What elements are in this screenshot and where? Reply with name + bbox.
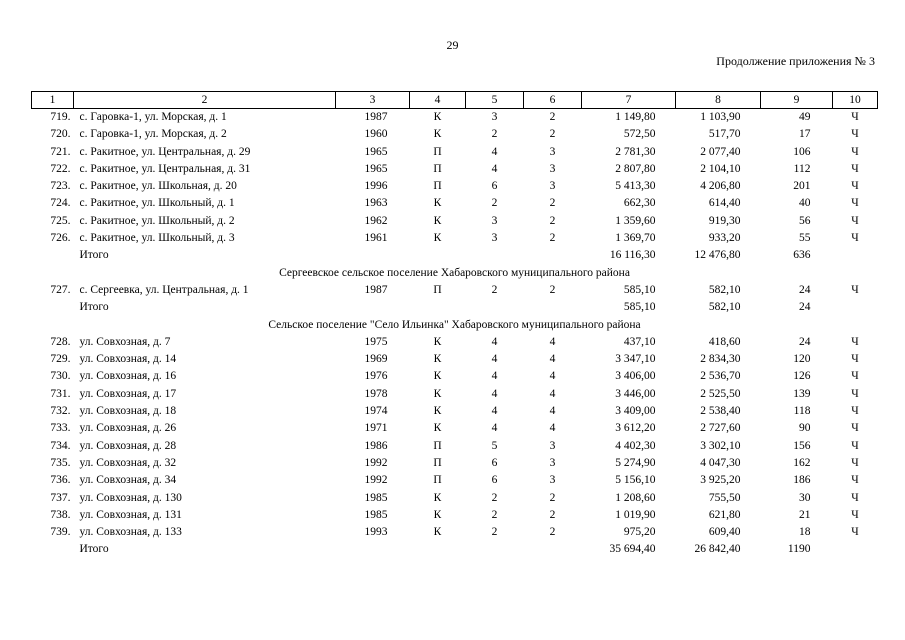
cell-address: с. Ракитное, ул. Школьная, д. 20 bbox=[79, 180, 237, 193]
cell-year: 1993 bbox=[364, 526, 388, 539]
continuation-note: Продолжение приложения № 3 bbox=[716, 54, 875, 68]
cell-year: 1987 bbox=[364, 111, 388, 123]
table-row bbox=[32, 386, 878, 403]
empty-cell bbox=[410, 299, 466, 316]
cell-num: 728. bbox=[50, 335, 71, 348]
section-title: Сельское поселение "Село Ильинка" Хабаровского муниципального района bbox=[268, 318, 641, 331]
cell-material: К bbox=[433, 405, 442, 418]
cell-entrances: 2 bbox=[549, 491, 556, 504]
cell-total-area: 437,10 bbox=[623, 335, 656, 348]
cell-living-area: 2 538,40 bbox=[700, 405, 741, 418]
cell-material: К bbox=[433, 508, 442, 521]
empty-cell bbox=[524, 541, 582, 558]
table-row bbox=[32, 230, 878, 247]
column-header: 5 bbox=[466, 92, 524, 109]
column-header: 6 bbox=[524, 92, 582, 109]
cell-material: П bbox=[433, 145, 442, 158]
cell-residents: 40 bbox=[799, 197, 811, 210]
cell-floors: 4 bbox=[491, 353, 498, 366]
cell-type: Ч bbox=[851, 128, 859, 141]
cell-address: с. Ракитное, ул. Центральная, д. 31 bbox=[79, 162, 251, 175]
section-title: Сергеевское сельское поселение Хабаровского муниципального района bbox=[279, 266, 630, 279]
cell-floors: 2 bbox=[491, 197, 498, 210]
empty-cell bbox=[466, 247, 524, 264]
cell-year: 1965 bbox=[364, 162, 388, 175]
cell-floors: 2 bbox=[491, 526, 498, 539]
cell-entrances: 4 bbox=[549, 405, 556, 418]
cell-living-area: 3 925,20 bbox=[700, 474, 741, 487]
cell-floors: 4 bbox=[491, 370, 498, 383]
cell-num: 720. bbox=[50, 128, 71, 141]
table-row bbox=[32, 490, 878, 507]
table-row bbox=[32, 403, 878, 420]
cell-type: Ч bbox=[851, 145, 859, 158]
table-row bbox=[32, 368, 878, 385]
cell-entrances: 4 bbox=[549, 422, 556, 435]
cell-address: ул. Совхозная, д. 17 bbox=[79, 387, 177, 400]
cell-entrances: 3 bbox=[549, 180, 556, 193]
cell-entrances: 2 bbox=[549, 214, 556, 227]
cell-floors: 2 bbox=[491, 128, 498, 141]
cell-entrances: 2 bbox=[549, 128, 556, 141]
cell-type: Ч bbox=[851, 422, 859, 435]
cell-num: 719. bbox=[50, 111, 71, 123]
cell-residents: 112 bbox=[793, 162, 811, 175]
empty-cell bbox=[833, 541, 878, 558]
cell-living-area: 2 525,50 bbox=[700, 387, 741, 400]
cell-year: 1976 bbox=[364, 370, 388, 383]
cell-material: П bbox=[433, 180, 442, 193]
cell-material: П bbox=[433, 456, 442, 469]
cell-year: 1978 bbox=[364, 387, 388, 400]
total-total-area: 35 694,40 bbox=[609, 543, 656, 556]
cell-address: ул. Совхозная, д. 131 bbox=[79, 508, 182, 521]
cell-living-area: 755,50 bbox=[708, 491, 741, 504]
cell-residents: 139 bbox=[793, 387, 811, 400]
cell-material: К bbox=[433, 353, 442, 366]
empty-cell bbox=[524, 247, 582, 264]
cell-floors: 4 bbox=[491, 162, 498, 175]
column-header: 1 bbox=[32, 92, 74, 109]
cell-num: 732. bbox=[50, 405, 71, 418]
cell-living-area: 3 302,10 bbox=[700, 439, 741, 452]
cell-living-area: 614,40 bbox=[708, 197, 741, 210]
cell-address: ул. Совхозная, д. 28 bbox=[79, 439, 177, 452]
cell-address: с. Ракитное, ул. Школьный, д. 1 bbox=[79, 197, 235, 210]
table-row bbox=[32, 334, 878, 351]
table-row bbox=[32, 195, 878, 212]
cell-num: 721. bbox=[50, 145, 71, 158]
cell-address: ул. Совхозная, д. 14 bbox=[79, 353, 177, 366]
cell-residents: 24 bbox=[799, 283, 811, 296]
cell-type: Ч bbox=[851, 197, 859, 210]
column-header: 4 bbox=[410, 92, 466, 109]
cell-residents: 21 bbox=[799, 508, 811, 521]
cell-total-area: 662,30 bbox=[623, 197, 656, 210]
cell-living-area: 2 536,70 bbox=[700, 370, 741, 383]
cell-num: 738. bbox=[50, 508, 71, 521]
cell-num: 723. bbox=[50, 180, 71, 193]
cell-total-area: 572,50 bbox=[623, 128, 656, 141]
cell-type: Ч bbox=[851, 232, 859, 245]
total-living-area: 12 476,80 bbox=[694, 249, 741, 262]
cell-year: 1992 bbox=[364, 456, 388, 469]
cell-year: 1961 bbox=[364, 232, 388, 245]
column-number-header bbox=[32, 92, 878, 109]
cell-residents: 120 bbox=[793, 353, 811, 366]
cell-material: К bbox=[433, 491, 442, 504]
cell-num: 739. bbox=[50, 526, 71, 539]
cell-entrances: 3 bbox=[549, 439, 556, 452]
cell-living-area: 582,10 bbox=[708, 283, 741, 296]
cell-num: 722. bbox=[50, 162, 71, 175]
cell-num: 724. bbox=[50, 197, 71, 210]
cell-residents: 24 bbox=[799, 335, 811, 348]
cell-residents: 56 bbox=[799, 214, 811, 227]
empty-cell bbox=[336, 299, 410, 316]
column-header: 7 bbox=[582, 92, 676, 109]
cell-year: 1985 bbox=[364, 508, 388, 521]
cell-num: 736. bbox=[50, 474, 71, 487]
total-label: Итого bbox=[79, 543, 109, 556]
cell-total-area: 1 019,90 bbox=[615, 508, 656, 521]
cell-entrances: 4 bbox=[549, 353, 556, 366]
cell-total-area: 1 149,80 bbox=[615, 111, 656, 123]
empty-cell bbox=[32, 247, 74, 264]
table-row bbox=[32, 438, 878, 455]
total-residents: 636 bbox=[793, 249, 811, 262]
cell-year: 1992 bbox=[364, 474, 388, 487]
cell-floors: 4 bbox=[491, 387, 498, 400]
cell-year: 1965 bbox=[364, 145, 388, 158]
empty-cell bbox=[833, 247, 878, 264]
page-number: 29 bbox=[446, 38, 459, 52]
cell-living-area: 2 104,10 bbox=[700, 162, 741, 175]
cell-total-area: 585,10 bbox=[623, 283, 656, 296]
cell-year: 1975 bbox=[364, 335, 388, 348]
cell-type: Ч bbox=[851, 162, 859, 175]
cell-total-area: 3 446,00 bbox=[615, 387, 656, 400]
total-label: Итого bbox=[79, 301, 109, 314]
cell-type: Ч bbox=[851, 283, 859, 296]
cell-material: П bbox=[433, 474, 442, 487]
table-row bbox=[32, 455, 878, 472]
cell-residents: 90 bbox=[799, 422, 811, 435]
cell-floors: 2 bbox=[491, 491, 498, 504]
cell-floors: 2 bbox=[491, 283, 498, 296]
table-row bbox=[32, 282, 878, 299]
cell-address: ул. Совхозная, д. 18 bbox=[79, 405, 177, 418]
empty-cell bbox=[466, 541, 524, 558]
section-header-row bbox=[32, 317, 878, 334]
cell-total-area: 2 807,80 bbox=[615, 162, 656, 175]
table-row bbox=[32, 524, 878, 541]
cell-year: 1963 bbox=[364, 197, 388, 210]
cell-entrances: 2 bbox=[549, 508, 556, 521]
total-row bbox=[32, 299, 878, 316]
cell-entrances: 2 bbox=[549, 283, 556, 296]
column-header: 3 bbox=[336, 92, 410, 109]
cell-address: с. Ракитное, ул. Центральная, д. 29 bbox=[79, 145, 251, 158]
cell-floors: 4 bbox=[491, 335, 498, 348]
total-total-area: 16 116,30 bbox=[609, 249, 656, 262]
cell-total-area: 1 359,60 bbox=[615, 214, 656, 227]
cell-residents: 18 bbox=[799, 526, 811, 539]
cell-material: К bbox=[433, 232, 442, 245]
cell-total-area: 3 409,00 bbox=[615, 405, 656, 418]
cell-type: Ч bbox=[851, 526, 859, 539]
cell-material: К bbox=[433, 128, 442, 141]
total-residents: 1190 bbox=[787, 543, 811, 556]
empty-cell bbox=[32, 541, 74, 558]
cell-floors: 5 bbox=[491, 439, 498, 452]
cell-total-area: 5 274,90 bbox=[615, 456, 656, 469]
column-header: 2 bbox=[74, 92, 336, 109]
cell-residents: 201 bbox=[793, 180, 811, 193]
cell-living-area: 919,30 bbox=[708, 214, 741, 227]
cell-residents: 17 bbox=[799, 128, 811, 141]
total-residents: 24 bbox=[799, 301, 811, 314]
cell-year: 1986 bbox=[364, 439, 388, 452]
total-total-area: 585,10 bbox=[623, 301, 656, 314]
cell-living-area: 4 206,80 bbox=[700, 180, 741, 193]
column-header: 9 bbox=[761, 92, 833, 109]
cell-material: К bbox=[433, 422, 442, 435]
cell-year: 1985 bbox=[364, 491, 388, 504]
cell-num: 737. bbox=[50, 491, 71, 504]
cell-year: 1960 bbox=[364, 128, 388, 141]
cell-address: ул. Совхозная, д. 34 bbox=[79, 474, 177, 487]
cell-residents: 106 bbox=[793, 145, 811, 158]
cell-year: 1962 bbox=[364, 214, 388, 227]
cell-year: 1974 bbox=[364, 405, 388, 418]
cell-address: с. Сергеевка, ул. Центральная, д. 1 bbox=[79, 283, 249, 296]
table-row bbox=[32, 213, 878, 230]
cell-entrances: 3 bbox=[549, 145, 556, 158]
cell-material: К bbox=[433, 335, 442, 348]
cell-address: ул. Совхозная, д. 16 bbox=[79, 370, 177, 383]
cell-living-area: 1 103,90 bbox=[700, 111, 741, 123]
cell-material: К bbox=[433, 526, 442, 539]
table-row bbox=[32, 161, 878, 178]
cell-address: ул. Совхозная, д. 133 bbox=[79, 526, 182, 539]
cell-type: Ч bbox=[851, 456, 859, 469]
cell-num: 735. bbox=[50, 456, 71, 469]
cell-total-area: 1 369,70 bbox=[615, 232, 656, 245]
empty-cell bbox=[410, 541, 466, 558]
cell-total-area: 3 347,10 bbox=[615, 353, 656, 366]
cell-address: ул. Совхозная, д. 130 bbox=[79, 491, 182, 504]
cell-total-area: 5 156,10 bbox=[615, 474, 656, 487]
cell-num: 725. bbox=[50, 214, 71, 227]
table-row bbox=[32, 178, 878, 195]
table-row bbox=[32, 472, 878, 489]
empty-cell bbox=[466, 299, 524, 316]
cell-total-area: 1 208,60 bbox=[615, 491, 656, 504]
cell-type: Ч bbox=[851, 508, 859, 521]
cell-residents: 55 bbox=[799, 232, 811, 245]
cell-living-area: 2 834,30 bbox=[700, 353, 741, 366]
cell-living-area: 2 077,40 bbox=[700, 145, 741, 158]
cell-entrances: 4 bbox=[549, 370, 556, 383]
table-row bbox=[32, 420, 878, 437]
total-living-area: 26 842,40 bbox=[694, 543, 741, 556]
cell-residents: 49 bbox=[799, 111, 811, 123]
table-row bbox=[32, 144, 878, 161]
cell-address: с. Гаровка-1, ул. Морская, д. 1 bbox=[79, 111, 227, 123]
cell-type: Ч bbox=[851, 405, 859, 418]
cell-address: ул. Совхозная, д. 26 bbox=[79, 422, 177, 435]
cell-material: К bbox=[433, 387, 442, 400]
cell-type: Ч bbox=[851, 180, 859, 193]
cell-entrances: 3 bbox=[549, 474, 556, 487]
cell-num: 729. bbox=[50, 353, 71, 366]
cell-material: К bbox=[433, 370, 442, 383]
cell-material: П bbox=[433, 162, 442, 175]
cell-entrances: 2 bbox=[549, 232, 556, 245]
empty-cell bbox=[336, 247, 410, 264]
empty-cell bbox=[336, 541, 410, 558]
table-row bbox=[32, 109, 878, 127]
cell-year: 1969 bbox=[364, 353, 388, 366]
cell-type: Ч bbox=[851, 353, 859, 366]
table-row bbox=[32, 351, 878, 368]
cell-living-area: 621,80 bbox=[708, 508, 741, 521]
cell-entrances: 3 bbox=[549, 456, 556, 469]
table-row bbox=[32, 507, 878, 524]
empty-cell bbox=[32, 299, 74, 316]
cell-entrances: 3 bbox=[549, 162, 556, 175]
cell-type: Ч bbox=[851, 387, 859, 400]
cell-residents: 156 bbox=[793, 439, 811, 452]
cell-type: Ч bbox=[851, 491, 859, 504]
cell-address: ул. Совхозная, д. 32 bbox=[79, 456, 177, 469]
cell-total-area: 2 781,30 bbox=[615, 145, 656, 158]
cell-type: Ч bbox=[851, 439, 859, 452]
total-living-area: 582,10 bbox=[708, 301, 741, 314]
housing-table bbox=[31, 91, 878, 559]
column-header: 8 bbox=[676, 92, 761, 109]
total-label: Итого bbox=[79, 249, 109, 262]
cell-material: П bbox=[433, 283, 442, 296]
cell-living-area: 2 727,60 bbox=[700, 422, 741, 435]
cell-type: Ч bbox=[851, 335, 859, 348]
cell-floors: 6 bbox=[491, 180, 498, 193]
cell-entrances: 4 bbox=[549, 387, 556, 400]
cell-residents: 118 bbox=[793, 405, 811, 418]
cell-living-area: 609,40 bbox=[708, 526, 741, 539]
empty-cell bbox=[410, 247, 466, 264]
cell-type: Ч bbox=[851, 370, 859, 383]
cell-residents: 30 bbox=[799, 491, 811, 504]
cell-residents: 126 bbox=[793, 370, 811, 383]
cell-floors: 4 bbox=[491, 405, 498, 418]
cell-type: Ч bbox=[851, 474, 859, 487]
cell-num: 730. bbox=[50, 370, 71, 383]
cell-entrances: 2 bbox=[549, 197, 556, 210]
cell-material: К bbox=[433, 214, 442, 227]
cell-floors: 2 bbox=[491, 508, 498, 521]
table-row bbox=[32, 126, 878, 143]
cell-material: К bbox=[433, 197, 442, 210]
cell-year: 1996 bbox=[364, 180, 388, 193]
cell-num: 726. bbox=[50, 232, 71, 245]
empty-cell bbox=[524, 299, 582, 316]
cell-living-area: 517,70 bbox=[708, 128, 741, 141]
total-row bbox=[32, 541, 878, 558]
cell-floors: 6 bbox=[491, 456, 498, 469]
cell-entrances: 2 bbox=[549, 111, 556, 123]
cell-address: с. Ракитное, ул. Школьный, д. 2 bbox=[79, 214, 235, 227]
cell-material: К bbox=[433, 111, 442, 123]
cell-floors: 3 bbox=[491, 214, 498, 227]
cell-address: с. Ракитное, ул. Школьный, д. 3 bbox=[79, 232, 235, 245]
cell-entrances: 4 bbox=[549, 335, 556, 348]
cell-residents: 162 bbox=[793, 456, 811, 469]
empty-cell bbox=[833, 299, 878, 316]
cell-floors: 3 bbox=[491, 232, 498, 245]
cell-floors: 4 bbox=[491, 145, 498, 158]
cell-floors: 3 bbox=[491, 111, 498, 123]
cell-total-area: 4 402,30 bbox=[615, 439, 656, 452]
total-row bbox=[32, 247, 878, 264]
cell-residents: 186 bbox=[793, 474, 811, 487]
cell-year: 1971 bbox=[364, 422, 388, 435]
cell-floors: 6 bbox=[491, 474, 498, 487]
cell-living-area: 418,60 bbox=[708, 335, 741, 348]
cell-num: 731. bbox=[50, 387, 71, 400]
column-header: 10 bbox=[833, 92, 878, 109]
cell-total-area: 3 406,00 bbox=[615, 370, 656, 383]
cell-address: ул. Совхозная, д. 7 bbox=[79, 335, 171, 348]
cell-num: 734. bbox=[50, 439, 71, 452]
cell-address: с. Гаровка-1, ул. Морская, д. 2 bbox=[79, 128, 227, 141]
cell-total-area: 3 612,20 bbox=[615, 422, 656, 435]
cell-type: Ч bbox=[851, 111, 859, 123]
cell-num: 733. bbox=[50, 422, 71, 435]
section-header-row bbox=[32, 265, 878, 282]
cell-living-area: 933,20 bbox=[708, 232, 741, 245]
cell-entrances: 2 bbox=[549, 526, 556, 539]
cell-num: 727. bbox=[50, 283, 71, 296]
cell-total-area: 5 413,30 bbox=[615, 180, 656, 193]
cell-living-area: 4 047,30 bbox=[700, 456, 741, 469]
cell-floors: 4 bbox=[491, 422, 498, 435]
cell-total-area: 975,20 bbox=[623, 526, 656, 539]
cell-year: 1987 bbox=[364, 283, 388, 296]
cell-material: П bbox=[433, 439, 442, 452]
cell-type: Ч bbox=[851, 214, 859, 227]
